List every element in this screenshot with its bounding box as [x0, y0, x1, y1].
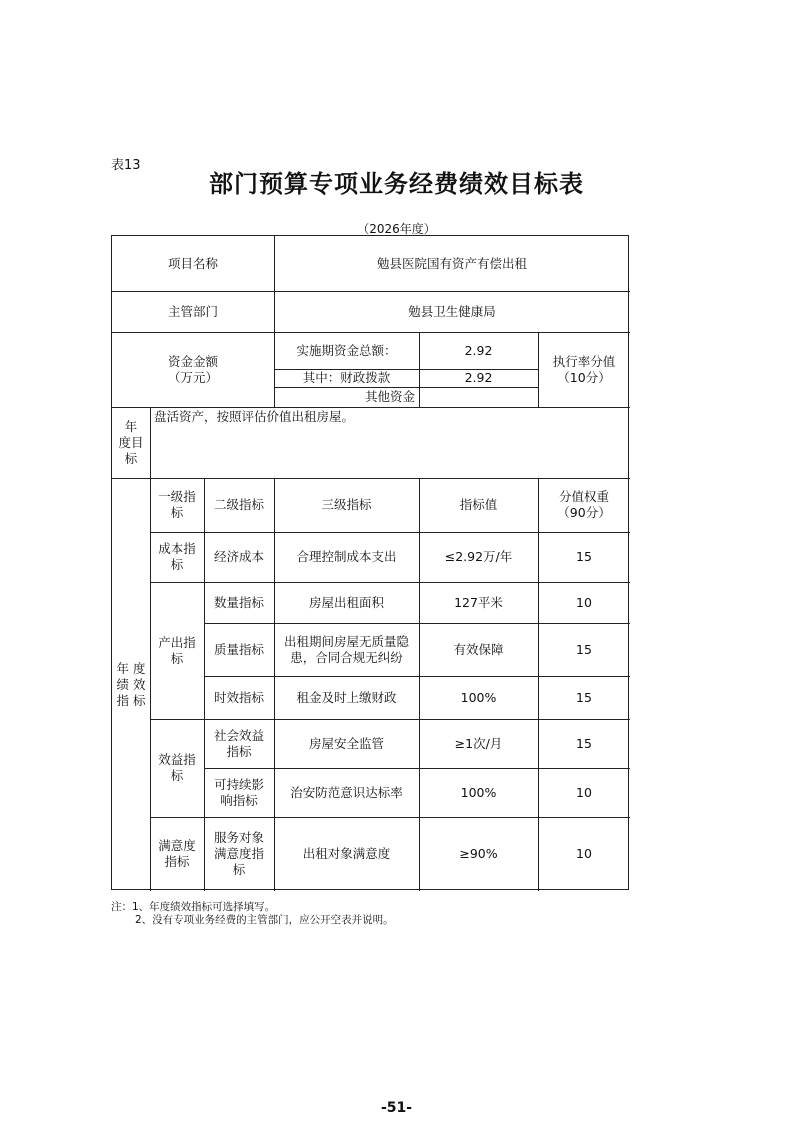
table-number: 表13: [111, 158, 141, 173]
row-level2: 可持续影响指标: [213, 776, 264, 808]
group-satisfaction: 满意度指标: [158, 838, 196, 869]
row-level2: 质量指标: [213, 641, 264, 657]
indicators-section-label: 年 度绩 效指 标: [116, 660, 146, 708]
project-name-value: 勉县医院国有资产有偿出租: [376, 255, 527, 271]
department-label: 主管部门: [167, 303, 218, 319]
header-level3: 三级指标: [321, 497, 372, 512]
fiscal-funds-value: 2.92: [464, 370, 493, 385]
row-level3: 租金及时上缴财政: [296, 689, 397, 705]
row-level2: 时效指标: [213, 689, 264, 705]
row-weight: 15: [576, 641, 592, 657]
row-value: 100%: [460, 689, 497, 705]
group-output: 产出指标: [158, 634, 196, 666]
row-value: ≥90%: [459, 846, 498, 861]
other-funds-value: [419, 387, 538, 407]
header-level2: 二级指标: [213, 497, 264, 512]
row-level3: 出租期间房屋无质量隐患，合同合规无纠纷: [283, 633, 409, 665]
fiscal-funds-label: 其中：财政拨款: [302, 370, 391, 385]
other-funds-label: 其他资金: [364, 389, 415, 404]
row-value: ≥1次/月: [454, 735, 503, 751]
group-benefit: 效益指标: [158, 752, 196, 783]
note-2: 2、没有专项业务经费的主管部门，应公开空表并说明。: [135, 914, 394, 926]
page-title: 部门预算专项业务经费绩效目标表: [209, 170, 584, 198]
header-weight: 分值权重（90分）: [557, 489, 611, 520]
row-weight: 15: [576, 689, 592, 705]
annual-goal-label: 年 度目 标: [118, 418, 144, 466]
row-level3: 房屋安全监管: [308, 735, 384, 751]
row-weight: 10: [576, 784, 592, 800]
row-level2: 数量指标: [213, 594, 264, 610]
funds-label-line2: （万元）: [167, 369, 218, 385]
row-value: 127平米: [454, 594, 503, 610]
total-funds-value: 2.92: [464, 342, 493, 358]
row-level2: 服务对象满意度指标: [213, 830, 264, 877]
performance-table: [111, 235, 629, 890]
row-level2: 经济成本: [213, 549, 264, 564]
row-level3: 治安防范意识达标率: [290, 784, 403, 800]
header-level1: 一级指标: [158, 489, 196, 520]
row-level2: 社会效益指标: [213, 727, 264, 759]
row-level3: 合理控制成本支出: [296, 549, 397, 564]
row-weight: 10: [576, 846, 592, 861]
row-value: 100%: [460, 784, 497, 800]
project-name-label: 项目名称: [167, 255, 218, 271]
funds-label: [112, 332, 274, 407]
group-cost: 成本指标: [158, 541, 196, 572]
row-level3: 出租对象满意度: [302, 846, 391, 861]
page-number: -51-: [380, 1100, 413, 1116]
fiscal-year: （2026年度）: [357, 222, 436, 236]
funds-label-line1: 资金金额: [167, 353, 218, 369]
department-value: 勉县卫生健康局: [408, 303, 496, 319]
execution-rate-label: 执行率分值（10分）: [552, 353, 616, 385]
note-1: 注：1、年度绩效指标可选择填写。: [111, 901, 276, 913]
row-weight: 15: [576, 735, 592, 751]
total-funds-label: 实施期资金总额：: [296, 342, 397, 358]
row-value: 有效保障: [453, 641, 504, 657]
annual-goal-text: 盘活资产，按照评估价值出租房屋。: [154, 409, 355, 424]
row-weight: 15: [576, 549, 592, 564]
row-level3: 房屋出租面积: [308, 594, 384, 610]
row-weight: 10: [576, 594, 592, 610]
row-value: ≤2.92万/年: [444, 549, 513, 564]
header-value: 指标值: [459, 497, 498, 512]
